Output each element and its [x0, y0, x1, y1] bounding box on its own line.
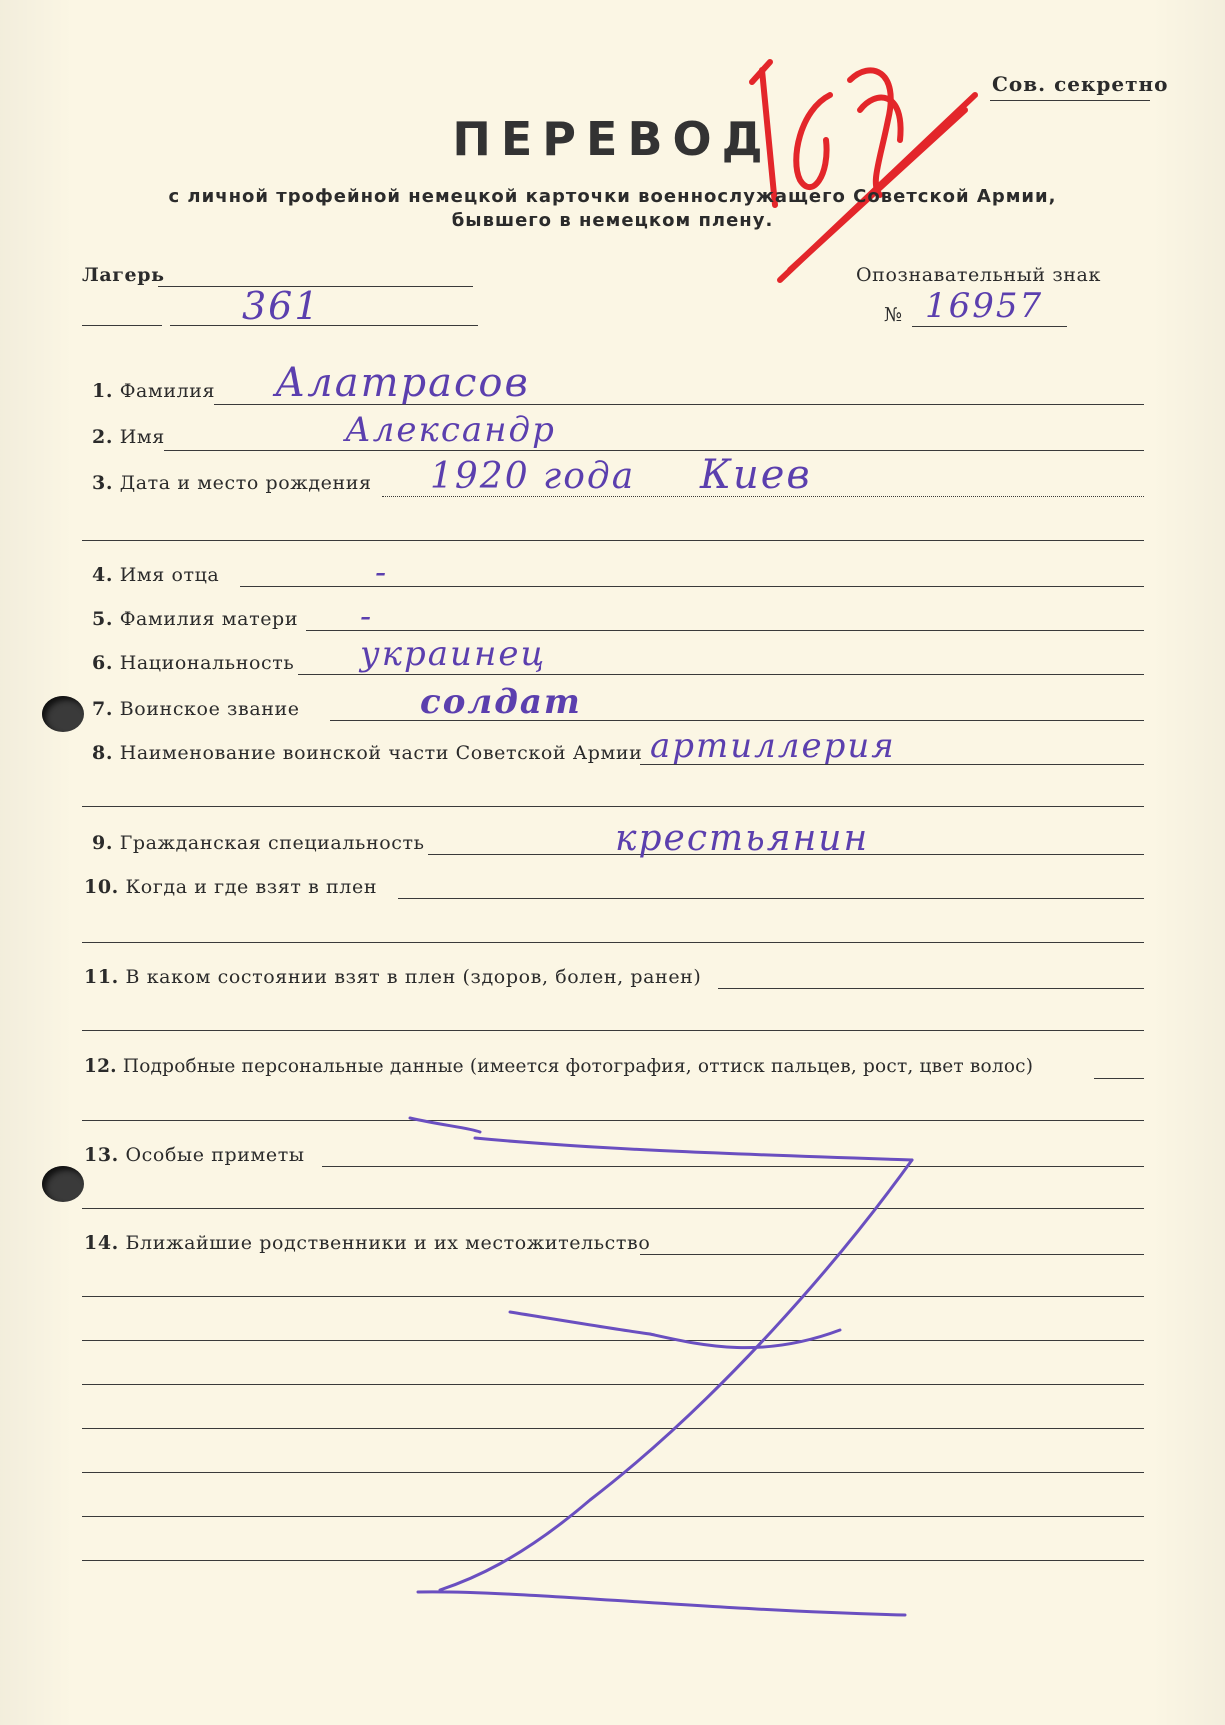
camp-line-2b: [170, 325, 478, 326]
field-4-label: 4. Имя отца: [92, 564, 220, 586]
field-13-line-2: [82, 1208, 1144, 1209]
id-tag-value: 16957: [925, 286, 1044, 326]
field-4-value: -: [375, 552, 389, 591]
field-8-value: артиллерия: [650, 726, 896, 766]
ruled-line: [82, 1516, 1144, 1517]
ruled-line: [82, 1428, 1144, 1429]
field-3-line-2: [82, 540, 1144, 541]
classification-stamp: Сов. секретно: [992, 72, 1169, 96]
field-14-line: [640, 1254, 1144, 1255]
field-9-value: крестьянин: [615, 818, 870, 859]
field-2-line: [164, 450, 1144, 451]
field-14-label: 14. Ближайшие родственники и их местожительство: [84, 1232, 651, 1254]
ruled-line: [82, 1340, 1144, 1341]
ruled-line: [82, 1384, 1144, 1385]
camp-line-2a: [82, 325, 162, 326]
field-7-label: 7. Воинское звание: [92, 698, 300, 720]
field-13-label: 13. Особые приметы: [84, 1144, 305, 1166]
field-3-value-2: Киев: [700, 452, 812, 498]
punch-hole: [42, 1166, 84, 1202]
id-tag-no-label: №: [884, 304, 903, 326]
field-11-line-2: [82, 1030, 1144, 1031]
field-3-label: 3. Дата и место рождения: [92, 472, 372, 494]
classification-underline: [990, 100, 1150, 101]
field-10-line-2: [82, 942, 1144, 943]
field-11-label: 11. В каком состоянии взят в плен (здоров, болен, ранен): [84, 966, 702, 988]
field-6-value: украинец: [360, 634, 547, 674]
field-10-label: 10. Когда и где взят в плен: [84, 876, 378, 898]
field-6-label: 6. Национальность: [92, 652, 295, 674]
ruled-line: [82, 1296, 1144, 1297]
field-6-line: [298, 674, 1144, 675]
field-8-label: 8. Наименование воинской части Советской Армии: [92, 742, 643, 764]
field-13-line: [322, 1166, 1144, 1167]
field-10-line: [398, 898, 1144, 899]
document-title: ПЕРЕВОД: [452, 112, 773, 166]
id-tag-line: [912, 326, 1067, 327]
id-tag-label: Опознавательный знак: [856, 264, 1101, 286]
field-12-label: 12. Подробные персональные данные (имеется фотография, оттиск пальцев, рост, цвет волос): [84, 1056, 1034, 1077]
field-7-value: солдат: [420, 682, 582, 722]
subtitle-line-2: бывшего в немецком плену.: [451, 210, 774, 231]
field-12-line-2: [82, 1120, 1144, 1121]
ruled-line: [82, 1472, 1144, 1473]
camp-value: 361: [242, 284, 321, 328]
subtitle-line-1: с личной трофейной немецкой карточки военнослужащего Советской Армии,: [168, 186, 1057, 207]
field-1-label: 1. Фамилия: [92, 380, 216, 402]
field-1-value: Алатрасов: [275, 360, 530, 406]
field-5-label: 5. Фамилия матери: [92, 608, 299, 630]
field-12-line: [1094, 1078, 1144, 1079]
ruled-line: [82, 1560, 1144, 1561]
field-5-value: -: [360, 596, 374, 635]
field-11-line: [718, 988, 1144, 989]
field-3-value: 1920 года: [430, 456, 636, 497]
field-2-label: 2. Имя: [92, 426, 165, 448]
field-9-label: 9. Гражданская специальность: [92, 832, 425, 854]
punch-hole: [42, 696, 84, 732]
field-8-line-2: [82, 806, 1144, 807]
field-5-line: [306, 630, 1144, 631]
camp-label: Лагерь: [82, 264, 165, 286]
field-2-value: Александр: [345, 410, 556, 450]
